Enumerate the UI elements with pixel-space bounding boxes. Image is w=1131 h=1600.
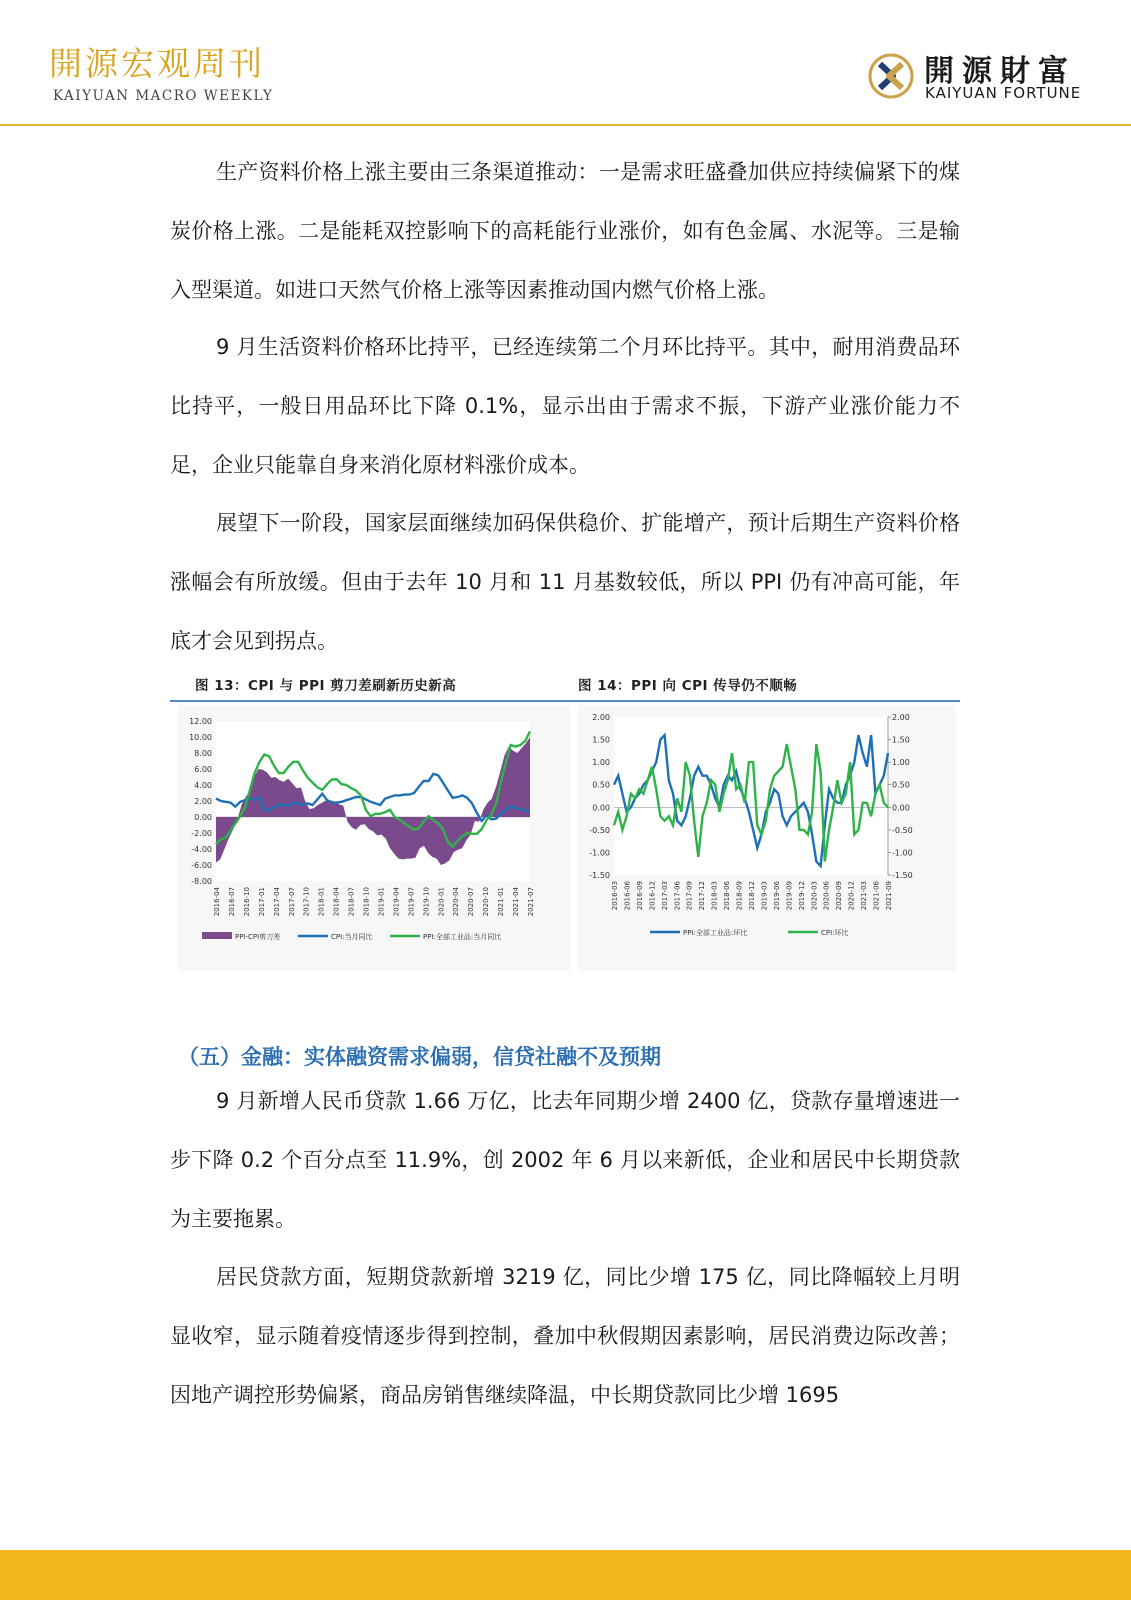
y-tick-label-right: 1.00 — [892, 758, 910, 768]
y-tick-label-left: 0.00 — [592, 803, 610, 813]
x-tick-label: 2018-09 — [735, 881, 744, 911]
x-tick-label: 2019-09 — [785, 881, 794, 911]
y-tick-label-right: -0.50 — [892, 825, 913, 835]
x-tick-label: 2019-12 — [797, 881, 806, 911]
y-tick-label-left: 1.50 — [592, 735, 610, 745]
paragraph-2: 9 月生活资料价格环比持平，已经连续第二个月环比持平。其中，耐用消费品环比持平，一般日用品环比下降 0.1%，显示出由于需求不振，下游产业涨价能力不足，企业只能靠自身来消化原材料涨价成本。 — [170, 335, 960, 477]
logo-text-cn: 開源財富 — [924, 54, 1076, 89]
page-header — [0, 0, 1131, 126]
figure-14-title: 图 14：PPI 向 CPI 传导仍不顺畅 — [578, 678, 798, 694]
x-tick-label: 2019-10 — [422, 887, 431, 917]
x-tick-label: 2020-09 — [835, 881, 844, 911]
y-tick-label: -4.00 — [191, 845, 212, 854]
company-logo — [866, 48, 1086, 108]
paragraph-1: 生产资料价格上涨主要由三条渠道推动：一是需求旺盛叠加供应持续偏紧下的煤炭价格上涨。二是能耗双控影响下的高耗能行业涨价，如有色金属、水泥等。三是输入型渠道。如进口天然气价格上涨等因素推动国内燃气价格上涨。 — [170, 160, 960, 302]
x-tick-label: 2018-01 — [317, 887, 326, 917]
x-tick-label: 2016-12 — [648, 881, 657, 911]
logo-text-en: KAIYUAN FORTUNE — [925, 84, 1082, 102]
x-tick-label: 2021-07 — [527, 887, 535, 917]
y-tick-label-left: -1.50 — [589, 871, 610, 880]
y-tick-label-left: 1.00 — [592, 758, 610, 768]
x-tick-label: 2017-10 — [302, 887, 311, 917]
logo-icon — [866, 50, 916, 102]
y-tick-label-right: -1.00 — [892, 848, 913, 858]
x-tick-label: 2019-06 — [772, 881, 781, 911]
y-tick-label: 4.00 — [194, 781, 212, 790]
y-tick-label-right: 0.00 — [892, 803, 910, 813]
legend-label-ppi: PPI:全部工业品:当月同比 — [423, 933, 502, 941]
legend-label-ppi: PPI:全部工业品:环比 — [683, 929, 748, 937]
figure-14-chart — [578, 705, 956, 971]
y-tick-label-right: 0.50 — [892, 780, 910, 790]
x-tick-label: 2020-12 — [847, 881, 856, 911]
x-tick-label: 2020-03 — [810, 881, 819, 911]
x-tick-label: 2020-10 — [482, 887, 491, 917]
legend-swatch-gap — [202, 932, 232, 939]
x-tick-label: 2018-04 — [332, 887, 341, 917]
x-tick-label: 2020-07 — [467, 887, 476, 917]
figure-title-rule — [170, 700, 960, 702]
plot-area — [614, 717, 888, 875]
figure-13-chart — [178, 705, 570, 971]
y-tick-label: -2.00 — [191, 829, 212, 838]
y-tick-label: -8.00 — [191, 877, 212, 886]
x-tick-label: 2016-07 — [227, 887, 236, 917]
x-tick-label: 2021-09 — [885, 881, 893, 911]
x-tick-label: 2017-09 — [685, 881, 694, 911]
x-tick-label: 2016-10 — [242, 887, 251, 917]
x-tick-label: 2018-07 — [347, 887, 356, 917]
paragraph-5: 居民贷款方面，短期贷款新增 3219 亿，同比少增 175 亿，同比降幅较上月明显收窄，显示随着疫情逐步得到控制，叠加中秋假期因素影响，居民消费边际改善；因地产调控形势偏紧，商品房销售继续降温，中长期贷款同比少增 1695 — [170, 1265, 960, 1407]
x-tick-label: 2018-10 — [362, 887, 371, 917]
x-tick-label: 2017-04 — [272, 887, 281, 917]
y-tick-label-left: 2.00 — [592, 713, 610, 722]
y-tick-label: 10.00 — [189, 733, 212, 742]
x-tick-label: 2018-03 — [710, 881, 719, 911]
paragraph-4: 9 月新增人民币贷款 1.66 万亿，比去年同期少增 2400 亿，贷款存量增速进一步下降 0.2 个百分点至 11.9%，创 2002 年 6 月以来新低，企业和居民中长期贷款为主要拖累。 — [170, 1089, 960, 1231]
x-tick-label: 2020-06 — [822, 881, 831, 911]
y-tick-label-left: 0.50 — [592, 780, 610, 790]
y-tick-label-right: 2.00 — [892, 713, 910, 722]
x-tick-label: 2021-06 — [872, 881, 881, 911]
x-tick-label: 2017-06 — [673, 881, 682, 911]
x-tick-label: 2019-07 — [407, 887, 416, 917]
y-tick-label-left: -0.50 — [589, 825, 610, 835]
y-tick-label: 8.00 — [194, 749, 212, 758]
paragraph-3: 展望下一阶段，国家层面继续加码保供稳价、扩能增产，预计后期生产资料价格涨幅会有所放缓。但由于去年 10 月和 11 月基数较低，所以 PPI 仍有冲高可能，年底才会见到拐点。 — [170, 511, 960, 653]
y-tick-label-right: -1.50 — [892, 871, 913, 880]
legend-label-cpi: CPI:当月同比 — [331, 933, 373, 941]
x-tick-label: 2021-04 — [512, 887, 521, 917]
y-tick-label-right: 1.50 — [892, 735, 910, 745]
x-tick-label: 2020-04 — [452, 887, 461, 917]
x-tick-label: 2018-12 — [748, 881, 756, 911]
x-tick-label: 2017-07 — [287, 887, 296, 917]
x-tick-label: 2020-01 — [437, 887, 446, 917]
y-tick-label-left: -1.00 — [589, 848, 610, 858]
x-tick-label: 2021-01 — [497, 887, 506, 917]
y-tick-label: 12.00 — [189, 717, 212, 726]
y-tick-label: 2.00 — [194, 797, 212, 806]
legend-label-gap: PPI-CPI剪刀差 — [235, 933, 281, 941]
x-tick-label: 2017-01 — [257, 887, 266, 917]
section-heading: （五）金融：实体融资需求偏弱，信贷社融不及预期 — [178, 1045, 661, 1069]
footer-bar — [0, 1550, 1131, 1600]
x-tick-label: 2017-12 — [698, 881, 707, 911]
x-tick-label: 2016-03 — [611, 881, 619, 911]
x-tick-label: 2016-09 — [635, 881, 644, 911]
figure-14-svg — [578, 705, 956, 971]
x-tick-label: 2016-06 — [623, 881, 632, 911]
x-tick-label: 2016-04 — [213, 887, 221, 917]
x-tick-label: 2019-04 — [392, 887, 401, 917]
y-tick-label: 0.00 — [194, 813, 212, 822]
x-tick-label: 2021-03 — [860, 881, 869, 911]
legend-label-cpi: CPI:环比 — [821, 929, 849, 937]
x-tick-label: 2019-01 — [377, 887, 386, 917]
header-divider — [0, 124, 1131, 126]
x-tick-label: 2017-03 — [660, 881, 669, 911]
brand-title: 開源宏观周刊 — [49, 44, 265, 83]
figure-13-title: 图 13：CPI 与 PPI 剪刀差刷新历史新高 — [195, 678, 457, 694]
x-tick-label: 2018-06 — [723, 881, 732, 911]
x-tick-label: 2019-03 — [760, 881, 769, 911]
y-tick-label: -6.00 — [191, 861, 212, 870]
brand-subtitle: KAIYUAN MACRO WEEKLY — [53, 88, 274, 104]
y-tick-label: 6.00 — [194, 765, 212, 774]
figure-13-svg — [178, 705, 570, 971]
